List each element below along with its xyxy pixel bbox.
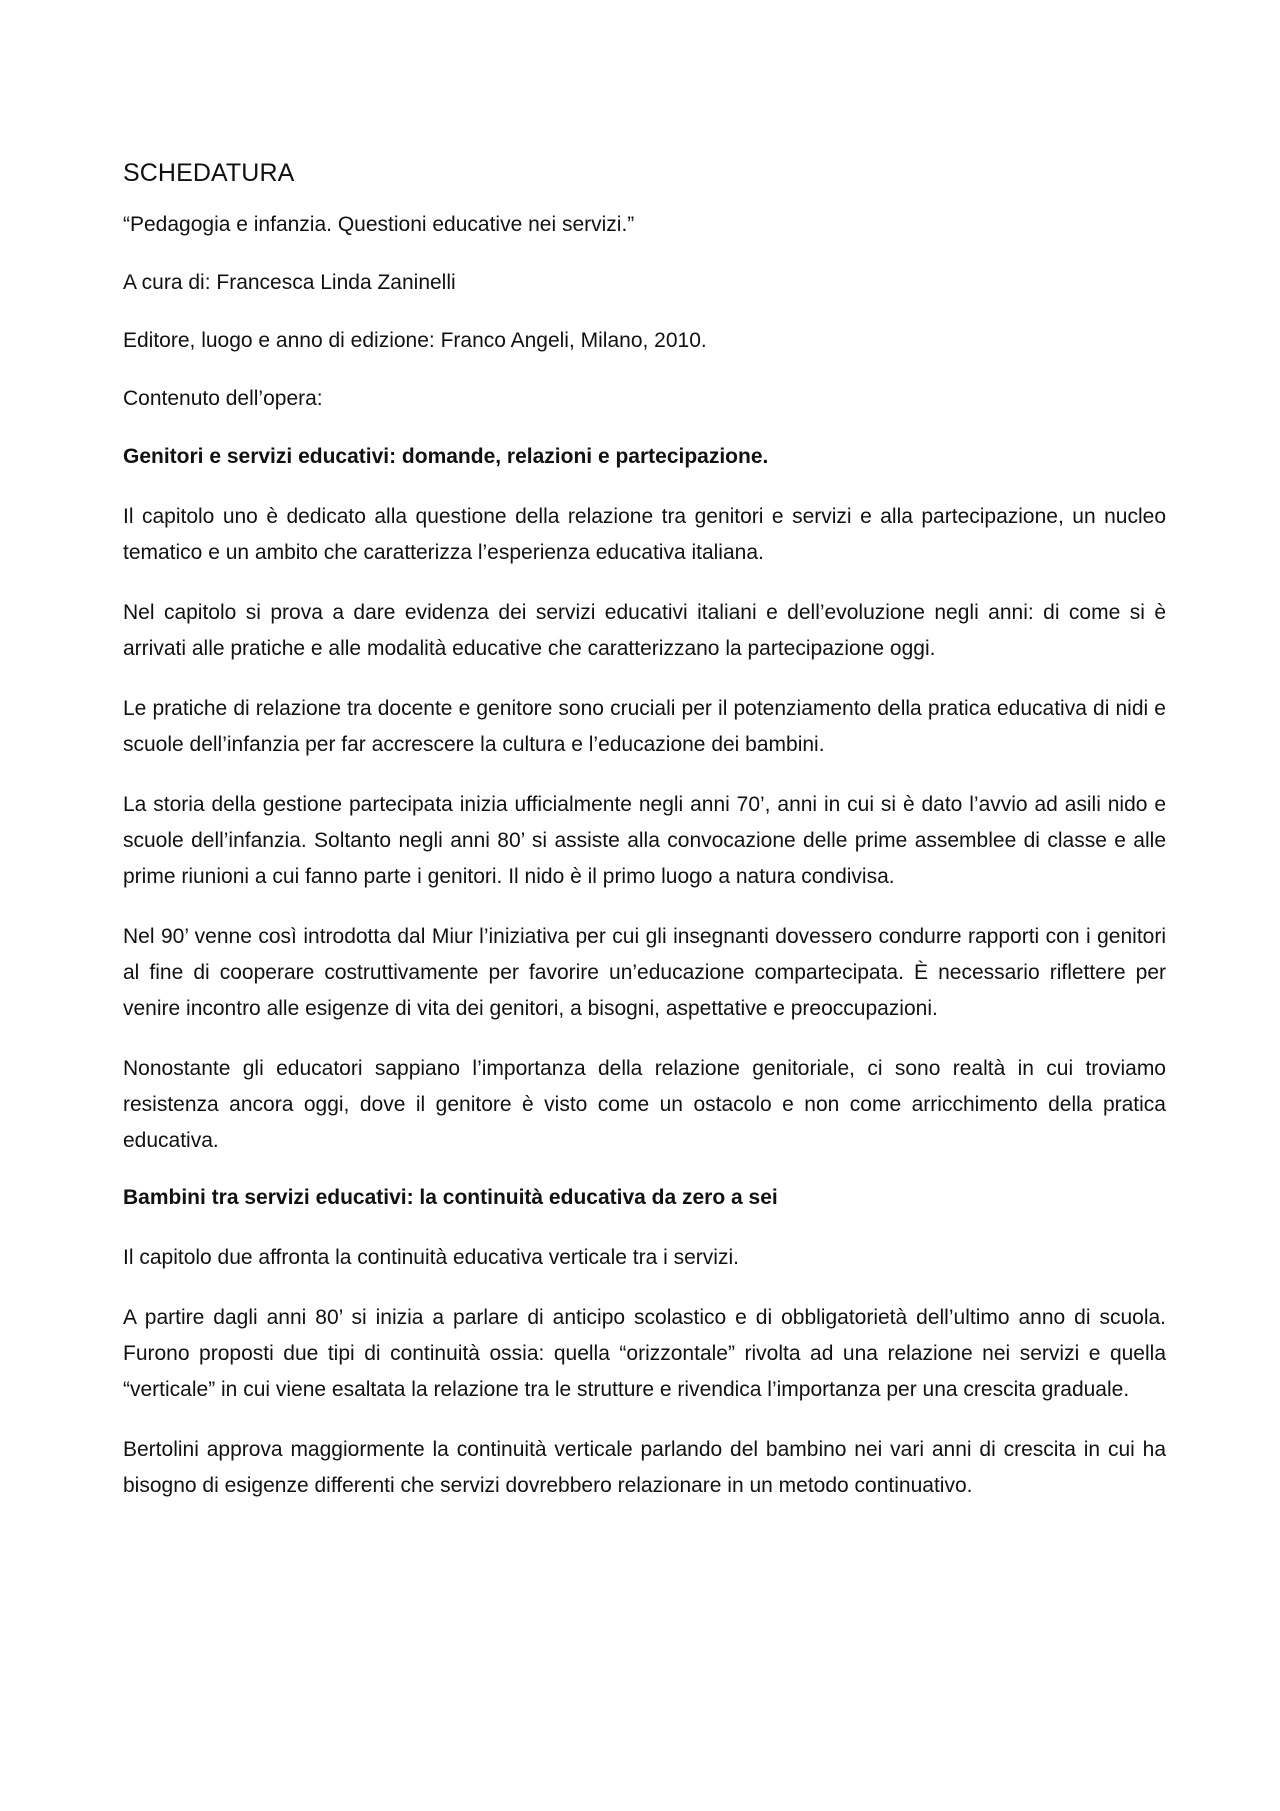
- paragraph: Nonostante gli educatori sappiano l’importanza della relazione genitoriale, ci sono realtà in cui troviamo resistenza ancora oggi, dove il genitore è visto come un ostacolo e non come arricchimento della pratica educativa.: [123, 1057, 1166, 1152]
- section-heading: Bambini tra servizi educativi: la continuità educativa da zero a sei: [123, 1186, 778, 1209]
- paragraph: Bertolini approva maggiormente la continuità verticale parlando del bambino nei vari anni di crescita in cui ha bisogno di esigenze differenti che servizi dovrebbero relazionare in un metodo continuativo.: [123, 1438, 1166, 1497]
- paragraph: Il capitolo uno è dedicato alla questione della relazione tra genitori e servizi e alla partecipazione, un nucleo tematico e un ambito che caratterizza l’esperienza educativa italiana.: [123, 505, 1166, 564]
- publisher-line: Editore, luogo e anno di edizione: Franco Angeli, Milano, 2010.: [123, 329, 707, 352]
- section-heading: Genitori e servizi educativi: domande, relazioni e partecipazione.: [123, 445, 769, 468]
- paragraph: Nel capitolo si prova a dare evidenza dei servizi educativi italiani e dell’evoluzione negli anni: di come si è arrivati alle pratiche e alle modalità educative che caratterizzano la partecipazione oggi.: [123, 601, 1166, 660]
- paragraph: Nel 90’ venne così introdotta dal Miur l’iniziativa per cui gli insegnanti dovessero condurre rapporti con i genitori al fine di cooperare costruttivamente per favorire un’educazione compartecipata. È necessario riflettere per venire incontro alle esigenze di vita dei genitori, a bisogni, aspettative e preoccupazioni.: [123, 925, 1166, 1020]
- curator-line: A cura di: Francesca Linda Zaninelli: [123, 271, 456, 294]
- page-title: SCHEDATURA: [123, 159, 295, 187]
- paragraph: Il capitolo due affronta la continuità educativa verticale tra i servizi.: [123, 1246, 739, 1269]
- paragraph: La storia della gestione partecipata inizia ufficialmente negli anni 70’, anni in cui si è dato l’avvio ad asili nido e scuole dell’infanzia. Soltanto negli anni 80’ si assiste alla convocazione delle prime assemblee di classe e alle prime riunioni a cui fanno parte i genitori. Il nido è il primo luogo a natura condivisa.: [123, 793, 1166, 888]
- section-genitori: [123, 442, 1166, 1159]
- section-bambini: [123, 1183, 1166, 1504]
- contents-label: Contenuto dell’opera:: [123, 387, 323, 410]
- paragraph: Le pratiche di relazione tra docente e genitore sono cruciali per il potenziamento della pratica educativa di nidi e scuole dell’infanzia per far accrescere la cultura e l’educazione dei bambini.: [123, 697, 1166, 756]
- book-title: “Pedagogia e infanzia. Questioni educative nei servizi.”: [123, 213, 635, 236]
- paragraph: A partire dagli anni 80’ si inizia a parlare di anticipo scolastico e di obbligatorietà dell’ultimo anno di scuola. Furono proposti due tipi di continuità ossia: quella “orizzontale” rivolta ad una relazione nei servizi e quella “verticale” in cui viene esaltata la relazione tra le strutture e rivendica l’importanza per una crescita graduale.: [123, 1306, 1166, 1401]
